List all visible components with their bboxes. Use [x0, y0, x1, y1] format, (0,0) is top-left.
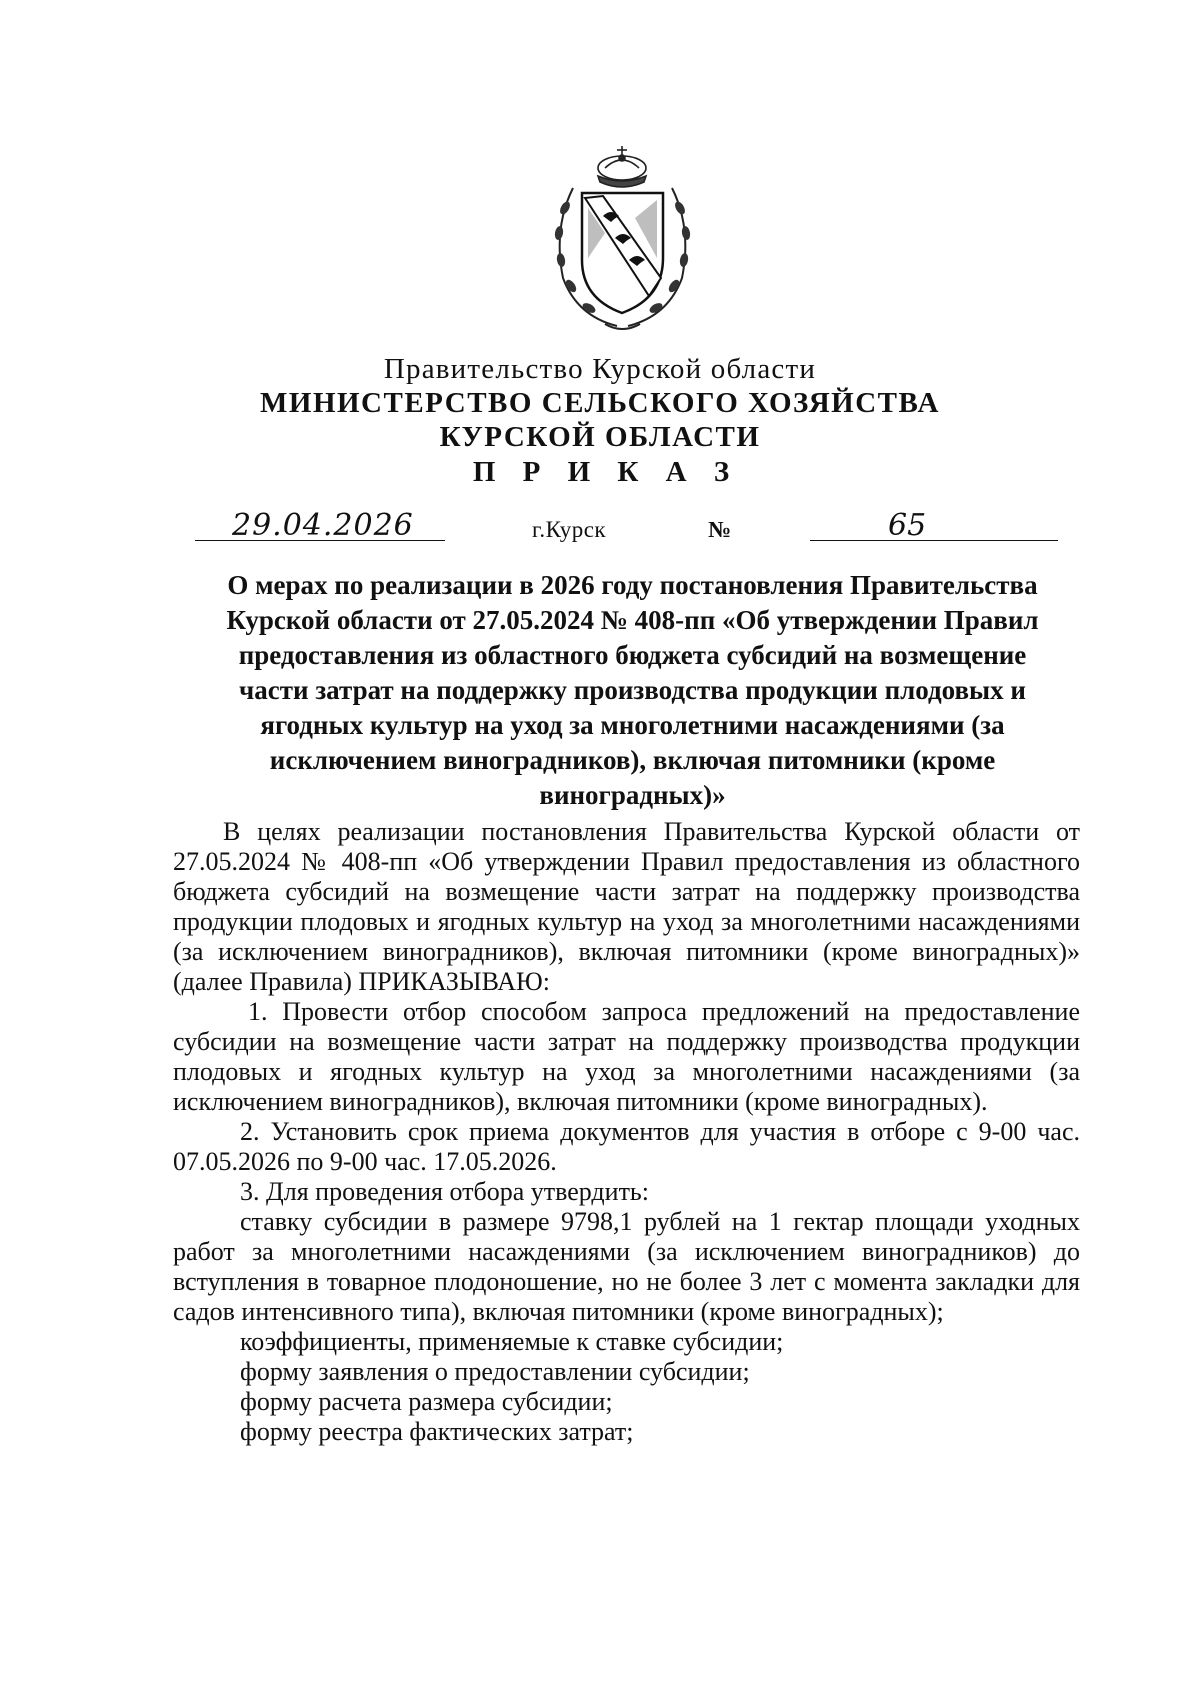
preamble-paragraph: В целях реализации постановления Правительства Курской области от 27.05.2024 № 408-пп «Об утверждении Правил предоставления из областного бюджета субсидий на возмещение части затрат на поддержку производства продукции плодовых и ягодных культур на уход за многолетними насаждениями (за исключением виноградников), включая питомники (кроме виноградных)» (далее Правила) ПРИКАЗЫВАЮ: — [173, 817, 1080, 996]
handwritten-date: 29.04.2026 — [232, 508, 414, 543]
item-1-paragraph: 1. Провести отбор способом запроса предложений на предоставление субсидии на возмещение части затрат на поддержку производства продукции плодовых и ягодных культур на уход за многолетними насаждениями (за исключением виноградников), включая питомники (кроме виноградных). — [173, 997, 1080, 1116]
city-label: г.Курск — [532, 517, 607, 542]
item-3-coefficients-line: коэффициенты, применяемые к ставке субсидии; — [240, 1327, 784, 1356]
title-line: Курской области от 27.05.2024 № 408-пп «Об утверждении Правил — [226, 605, 1039, 635]
item-3-rate-paragraph: ставку субсидии в размере 9798,1 рублей на 1 гектар площади уходных работ за многолетними насаждениями (за исключением виноградников) до вступления в товарное плодоношение, но не более 3 лет с момента закладки для садов интенсивного типа), включая питомники (кроме виноградных); — [173, 1207, 1080, 1326]
title-line: предоставления из областного бюджета субсидий на возмещение — [238, 640, 1027, 670]
item-3-application-form-line: форму заявления о предоставлении субсидии; — [240, 1357, 750, 1386]
title-line: части затрат на поддержку производства продукции плодовых и — [239, 675, 1026, 705]
order-heading: П Р И К А З — [472, 456, 740, 488]
title-line: исключением виноградников), включая питомники (кроме — [269, 745, 996, 775]
title-line: ягодных культур на уход за многолетними насаждениями (за — [260, 710, 1005, 740]
government-name: Правительство Курской области — [383, 353, 817, 385]
coat-of-arms-emblem — [545, 138, 700, 338]
title-line: О мерах по реализации в 2026 году постановления Правительства — [227, 570, 1038, 600]
item-2-paragraph: 2. Установить срок приема документов для участия в отборе с 9-00 час. 07.05.2026 по 9-00 час. 17.05.2026. — [173, 1117, 1080, 1176]
item-3-registry-form-line: форму реестра фактических затрат; — [240, 1417, 634, 1446]
number-underline — [810, 540, 1058, 541]
item-3-paragraph: 3. Для проведения отбора утвердить: — [240, 1177, 650, 1206]
order-title — [205, 568, 1060, 813]
ministry-name-line2: КУРСКОЙ ОБЛАСТИ — [439, 421, 761, 453]
order-body — [173, 817, 1080, 1447]
document-header — [0, 352, 1200, 490]
handwritten-order-number: 65 — [888, 508, 927, 543]
ministry-name-line1: МИНИСТЕРСТВО СЕЛЬСКОГО ХОЗЯЙСТВА — [260, 387, 940, 419]
item-3-calculation-form-line: форму расчета размера субсидии; — [240, 1387, 613, 1416]
date-number-line — [0, 508, 1200, 554]
title-line: виноградных)» — [539, 780, 726, 810]
number-sign: № — [708, 517, 732, 542]
